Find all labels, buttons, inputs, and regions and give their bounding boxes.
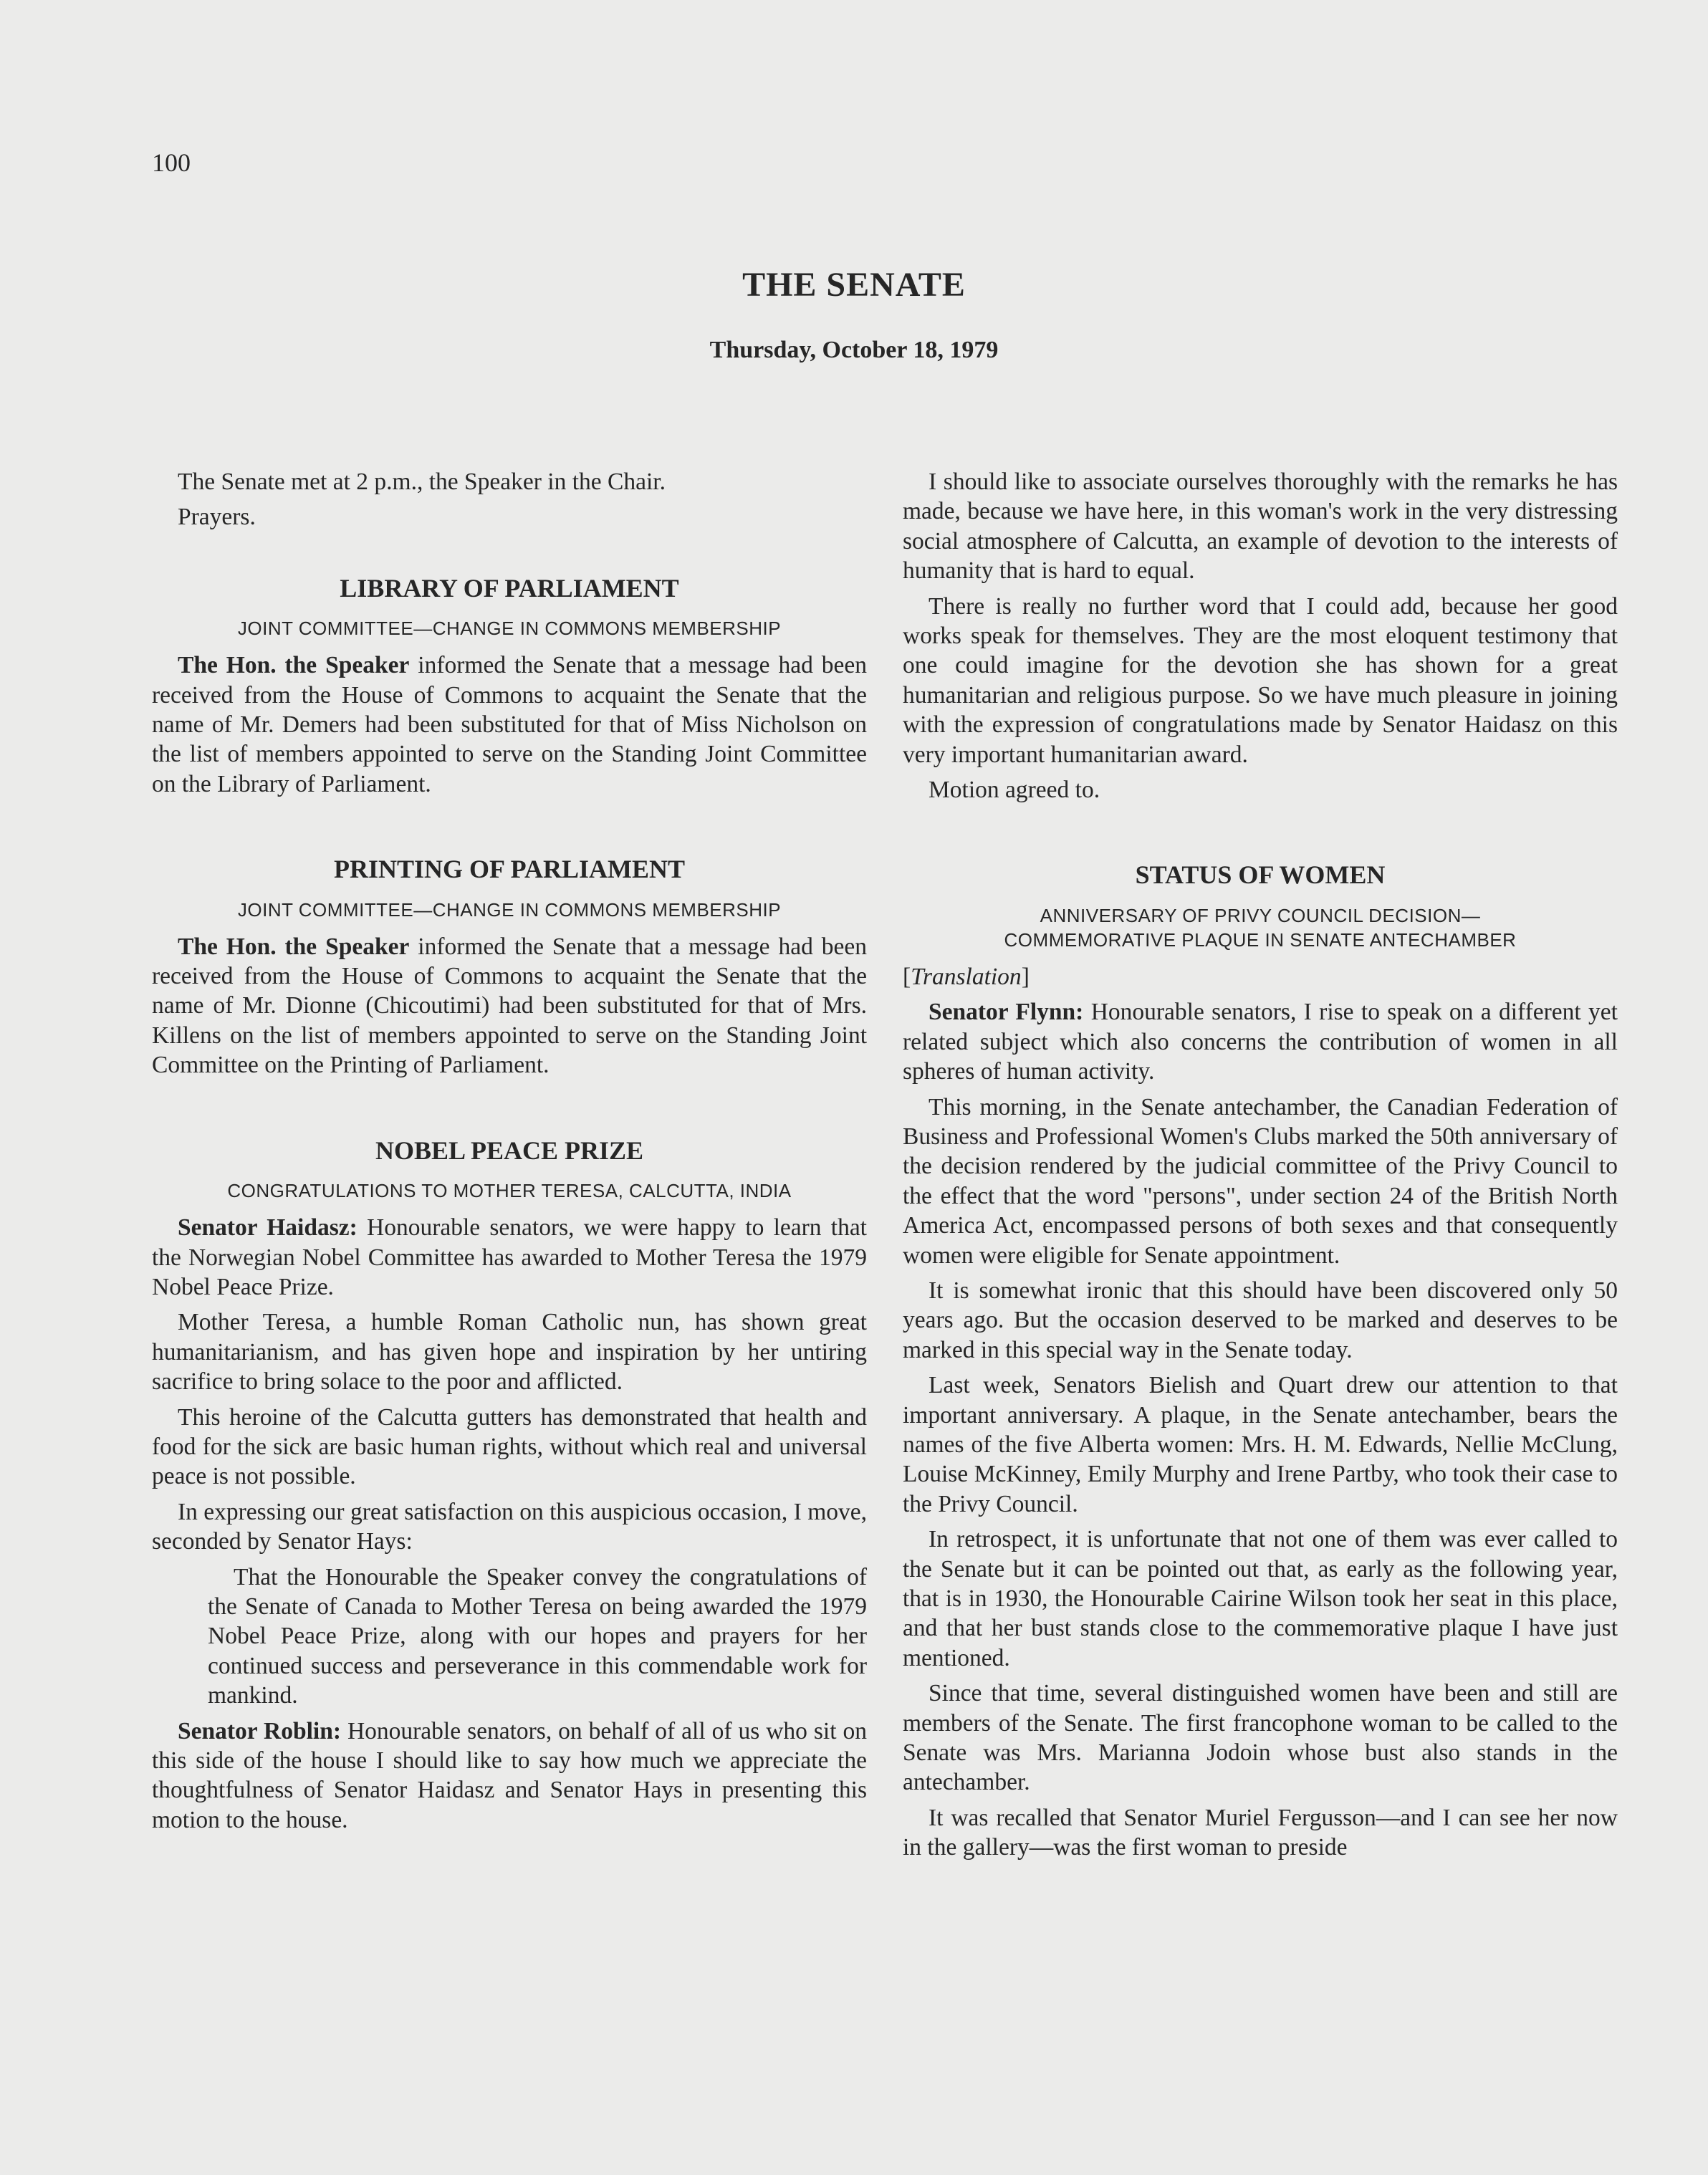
paragraph-text: Honourable senators, we were happy to learn that the Norwegian Nobel Committee has awarded to Mother Teresa the 1979 Nobel Peace Prize. — [152, 1214, 867, 1300]
paragraph-text: Honourable senators, on behalf of all of us who sit on this side of the house I should like to say how much we appreciate the thoughtfulness of Senator Haidasz and Senator Hays in presenting this motion to the house. — [152, 1717, 868, 1833]
status-paragraph-3: It is somewhat ironic that this should have been discovered only 50 years ago. But the occasion deserved to be marked and deserves to be marked in this special way in the Senate today. — [903, 1277, 1618, 1363]
paragraph-text: informed the Senate that a message had been received from the House of Commons to acquaint the Senate that the name of Mr. Dionne (Chicoutimi) had been substituted for that of Mrs. Killens on the list of members appointed to serve on the Standing Joint Committee on the Printing of Parliament. — [152, 933, 867, 1079]
speaker-name: The Hon. the Speaker — [178, 933, 410, 960]
status-paragraph-7: It was recalled that Senator Muriel Fergusson—and I can see her now in the gallery—was the first woman to preside — [903, 1804, 1618, 1861]
status-paragraph-5: In retrospect, it is unfortunate that not one of them was ever called to the Senate but it can be pointed out that, as early as the following year, that is in 1930, the Honourable Cairine Wilson took her seat in this place, and that her bust stands close to the commemorative plaque I have just mentioned. — [903, 1526, 1618, 1671]
motion-text: That the Honourable the Speaker convey the congratulations of the Senate of Canada to Mother Teresa on being awarded the 1979 Nobel Peace Prize, along with our hopes and prayers for her continued success and perseverance in this commendable work for mankind. — [208, 1563, 867, 1709]
status-paragraph-2: This morning, in the Senate antechamber, the Canadian Federation of Business and Professional Women's Clubs marked the 50th anniversary of the decision rendered by the judicial committee of the Privy Council to the effect that the word "persons", under section 24 of the British North America Act, encompassed persons of both sexes and that consequently women were eligible for Senate appointment. — [903, 1093, 1618, 1269]
nobel-subheading: CONGRATULATIONS TO MOTHER TERESA, CALCUTTA, INDIA — [227, 1180, 792, 1202]
status-paragraph-1 — [903, 997, 1618, 1086]
prayers-paragraph: Prayers. — [178, 504, 256, 531]
paragraph-text: Honourable senators, I rise to speak on a different yet related subject which also concerns the contribution of women in all spheres of human activity. — [903, 999, 1618, 1085]
session-date: Thursday, October 18, 1979 — [709, 337, 999, 363]
nobel-paragraph-2: Mother Teresa, a humble Roman Catholic nun, has shown great humanitarianism, and has given hope and inspiration by her untiring sacrifice to bring solace to the poor and afflicted. — [152, 1309, 867, 1396]
translation-note: [Translation] — [903, 963, 1030, 990]
speaker-name: Senator Roblin: — [178, 1717, 341, 1744]
translation-label: Translation — [911, 963, 1022, 990]
nobel-paragraph-5 — [152, 1717, 867, 1835]
status-paragraph-6: Since that time, several distinguished women have been and still are members of the Senate. The first francophone woman to be called to the Senate was Mrs. Marianna Jodoin whose bust also stands in the antechamber. — [903, 1680, 1618, 1796]
nobel-paragraph-3: This heroine of the Calcutta gutters has demonstrated that health and food for the sick are basic human rights, without which real and universal peace is not possible. — [152, 1403, 867, 1490]
right-paragraph-1: I should like to associate ourselves thoroughly with the remarks he has made, because we have here, in this woman's work in the very distressing social atmosphere of Calcutta, an example of devotion to the interests of humanity that is hard to equal. — [903, 469, 1618, 585]
status-subheading-1: ANNIVERSARY OF PRIVY COUNCIL DECISION— — [1040, 904, 1481, 926]
speaker-name: The Hon. the Speaker — [178, 652, 410, 679]
speaker-name: Senator Flynn: — [929, 999, 1084, 1026]
printing-subheading: JOINT COMMITTEE—CHANGE IN COMMONS MEMBERSHIP — [237, 898, 782, 921]
right-column — [903, 467, 1618, 1868]
status-paragraph-4: Last week, Senators Bielish and Quart drew our attention to that important anniversary. A plaque, in the Senate antechamber, bears the names of the five Alberta women: Mrs. H. M. Edwards, Nellie McClung, Louise McKinney, Emily Murphy and Irene Partby, who took their case to the Privy Council. — [903, 1372, 1618, 1517]
status-heading: STATUS OF WOMEN — [1135, 860, 1386, 890]
left-column — [152, 467, 867, 1840]
library-paragraph — [152, 650, 867, 799]
motion-agreed: Motion agreed to. — [929, 777, 1100, 804]
nobel-paragraph-4: In expressing our great satisfaction on this auspicious occasion, I move, seconded by Senator Hays: — [152, 1498, 867, 1555]
speaker-name: Senator Haidasz: — [178, 1214, 358, 1242]
nobel-heading: NOBEL PEACE PRIZE — [375, 1135, 644, 1165]
printing-heading: PRINTING OF PARLIAMENT — [333, 855, 685, 884]
page-number: 100 — [152, 148, 191, 177]
library-heading: LIBRARY OF PARLIAMENT — [340, 573, 679, 602]
nobel-paragraph-1 — [152, 1213, 867, 1302]
status-subheading-2: COMMEMORATIVE PLAQUE IN SENATE ANTECHAMBER — [1004, 928, 1517, 951]
right-paragraph-2: There is really no further word that I could add, because her good works speak for themselves. They are the most eloquent testimony that one could imagine for the devotion she has shown for a great humanitarian and religious purpose. So we have much pleasure in joining with the expression of congratulations made by Senator Haidasz on this very important humanitarian award. — [903, 592, 1618, 768]
opening-paragraph: The Senate met at 2 p.m., the Speaker in the Chair. — [178, 469, 666, 495]
page-title: THE SENATE — [742, 266, 966, 304]
paragraph-text: informed the Senate that a message had been received from the House of Commons to acquaint the Senate that the name of Mr. Demers had been substituted for that of Miss Nicholson on the list of members appointed to serve on the Standing Joint Committee on the Library of Parliament. — [152, 652, 867, 797]
library-subheading: JOINT COMMITTEE—CHANGE IN COMMONS MEMBERSHIP — [237, 618, 782, 640]
printing-paragraph — [152, 932, 867, 1080]
